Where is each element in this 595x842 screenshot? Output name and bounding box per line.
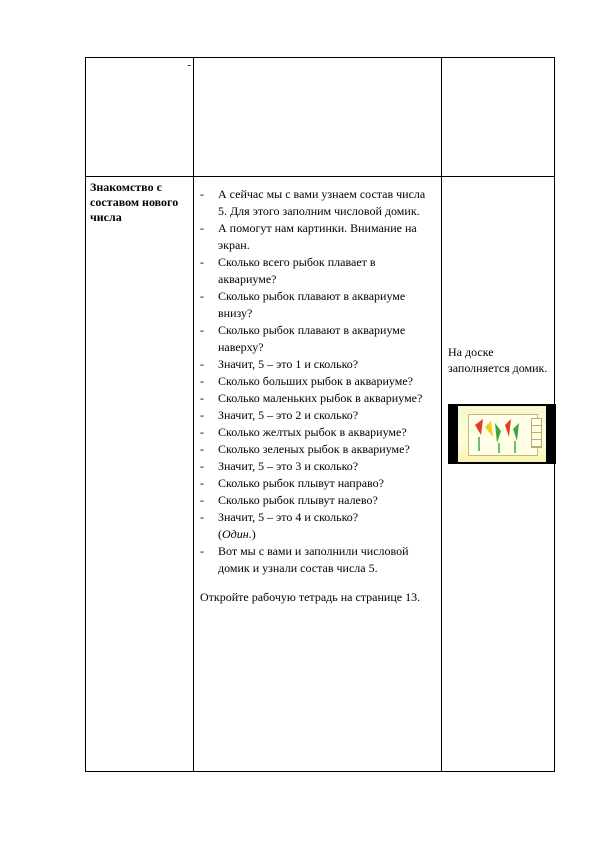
table-cell-stage-empty (86, 58, 194, 177)
list-item: - Значит, 5 – это 1 и сколько? (200, 357, 359, 371)
number-house-grid (531, 418, 542, 448)
fish-illustration-icon (469, 415, 537, 455)
aquarium-slide-image (448, 404, 556, 464)
table-row (86, 58, 555, 177)
table-cell-note-empty (442, 58, 555, 177)
slide-content (458, 406, 546, 462)
table-row (86, 177, 555, 772)
answer-open: ( (218, 527, 222, 541)
list-item: - Сколько желтых рыбок в аквариуме? (200, 425, 407, 439)
list-item: - А помогут нам картинки. Внимание на экран. (200, 221, 417, 252)
table-cell-note (442, 177, 555, 772)
teacher-note (442, 177, 554, 464)
list-item: - Сколько рыбок плавают в аквариуме наверху? (200, 323, 406, 354)
list-item: - Значит, 5 – это 4 и сколько? (Один.) (200, 510, 359, 541)
table-cell-stage (86, 177, 194, 772)
lesson-content (194, 177, 441, 606)
question-list (200, 186, 435, 577)
note-text: На доске заполняется домик. (448, 345, 548, 375)
table-cell-content (194, 177, 442, 772)
instruction-text: Откройте рабочую тетрадь на странице 13. (200, 590, 421, 604)
list-item: - Сколько зеленых рыбок в аквариуме? (200, 442, 410, 456)
answer-close: ) (251, 527, 256, 541)
list-item: - Сколько маленьких рыбок в аквариуме? (200, 391, 423, 405)
table-cell-content-empty (194, 58, 442, 177)
answer-text: Один. (222, 527, 252, 541)
stage-title: Знакомство с составом нового числа (90, 180, 179, 224)
list-item: - Вот мы с вами и заполнили числовой домик и узнали состав числа 5. (200, 544, 409, 575)
list-item: - Сколько рыбок плывут направо? (200, 476, 384, 490)
list-item: - А сейчас мы с вами узнаем состав числа 5. Для этого заполним числовой домик. (200, 187, 426, 218)
list-item: - Значит, 5 – это 2 и сколько? (200, 408, 359, 422)
list-item: - Сколько больших рыбок в аквариуме? (200, 374, 413, 388)
list-item: - Сколько рыбок плавают в аквариуме внизу? (200, 289, 406, 320)
list-item: - Сколько рыбок плывут налево? (200, 493, 378, 507)
list-item: - Сколько всего рыбок плавает в аквариуме? (200, 255, 376, 286)
list-item: - Значит, 5 – это 3 и сколько? (200, 459, 359, 473)
lesson-table (85, 57, 555, 772)
slide-frame (468, 414, 538, 456)
cell-dash-marker: - (187, 59, 191, 71)
